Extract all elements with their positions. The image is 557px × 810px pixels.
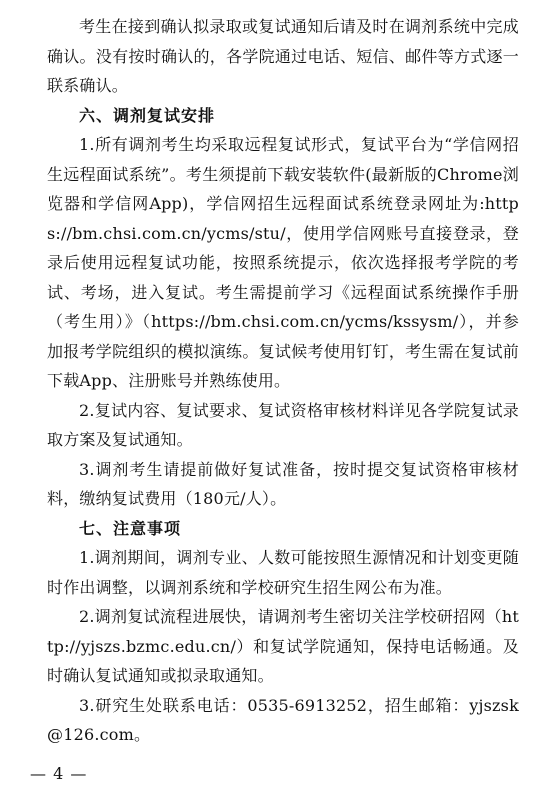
- section-heading-retest-arrangement: 六、调剂复试安排: [79, 105, 216, 125]
- section-heading-notes: 七、注意事项: [79, 518, 182, 538]
- paragraph-retest-item-1: 1.所有调剂考生均采取远程复试形式，复试平台为“学信网招生远程面试系统”。考生须提前下载安装软件(最新版的Chrome浏览器和学信网App)，学信网招生远程面试系统登录网址为:https://bm.chsi.com.cn/ycms/stu/，使用学信网账号直接登录，登录后使用远程复试功能，按照系统提示，依次选择报考学院的考试、考场，进入复试。考生需提前学习《远程面试系统操作手册（考生用）》（https://bm.chsi.com.cn/ycms/kssysm/），并参加报考学院组织的模拟演练。复试候考使用钉钉，考生需在复试前下载App、注册账号并熟练使用。: [47, 135, 519, 390]
- paragraph-confirmation: 考生在接到确认拟录取或复试通知后请及时在调剂系统中完成确认。没有按时确认的，各学院通过电话、短信、邮件等方式逐一联系确认。: [47, 17, 519, 95]
- paragraph-retest-item-2: 2.复试内容、复试要求、复试资格审核材料详见各学院复试录取方案及复试通知。: [47, 400, 519, 449]
- page-number: — 4 —: [30, 764, 88, 783]
- paragraph-retest-item-3: 3.调剂考生请提前做好复试准备，按时提交复试资格审核材料，缴纳复试费用（180元/人）。: [47, 459, 519, 508]
- paragraph-notes-item-3: 3.研究生处联系电话：0535-6913252，招生邮箱：yjszsk@126.com。: [47, 695, 519, 744]
- paragraph-notes-item-1: 1.调剂期间，调剂专业、人数可能按照生源情况和计划变更随时作出调整，以调剂系统和学校研究生招生网公布为准。: [47, 548, 519, 597]
- paragraph-notes-item-2: 2.调剂复试流程进展快，请调剂考生密切关注学校研招网（http://yjszs.bzmc.edu.cn/）和复试学院通知，保持电话畅通。及时确认复试通知或拟录取通知。: [47, 607, 519, 685]
